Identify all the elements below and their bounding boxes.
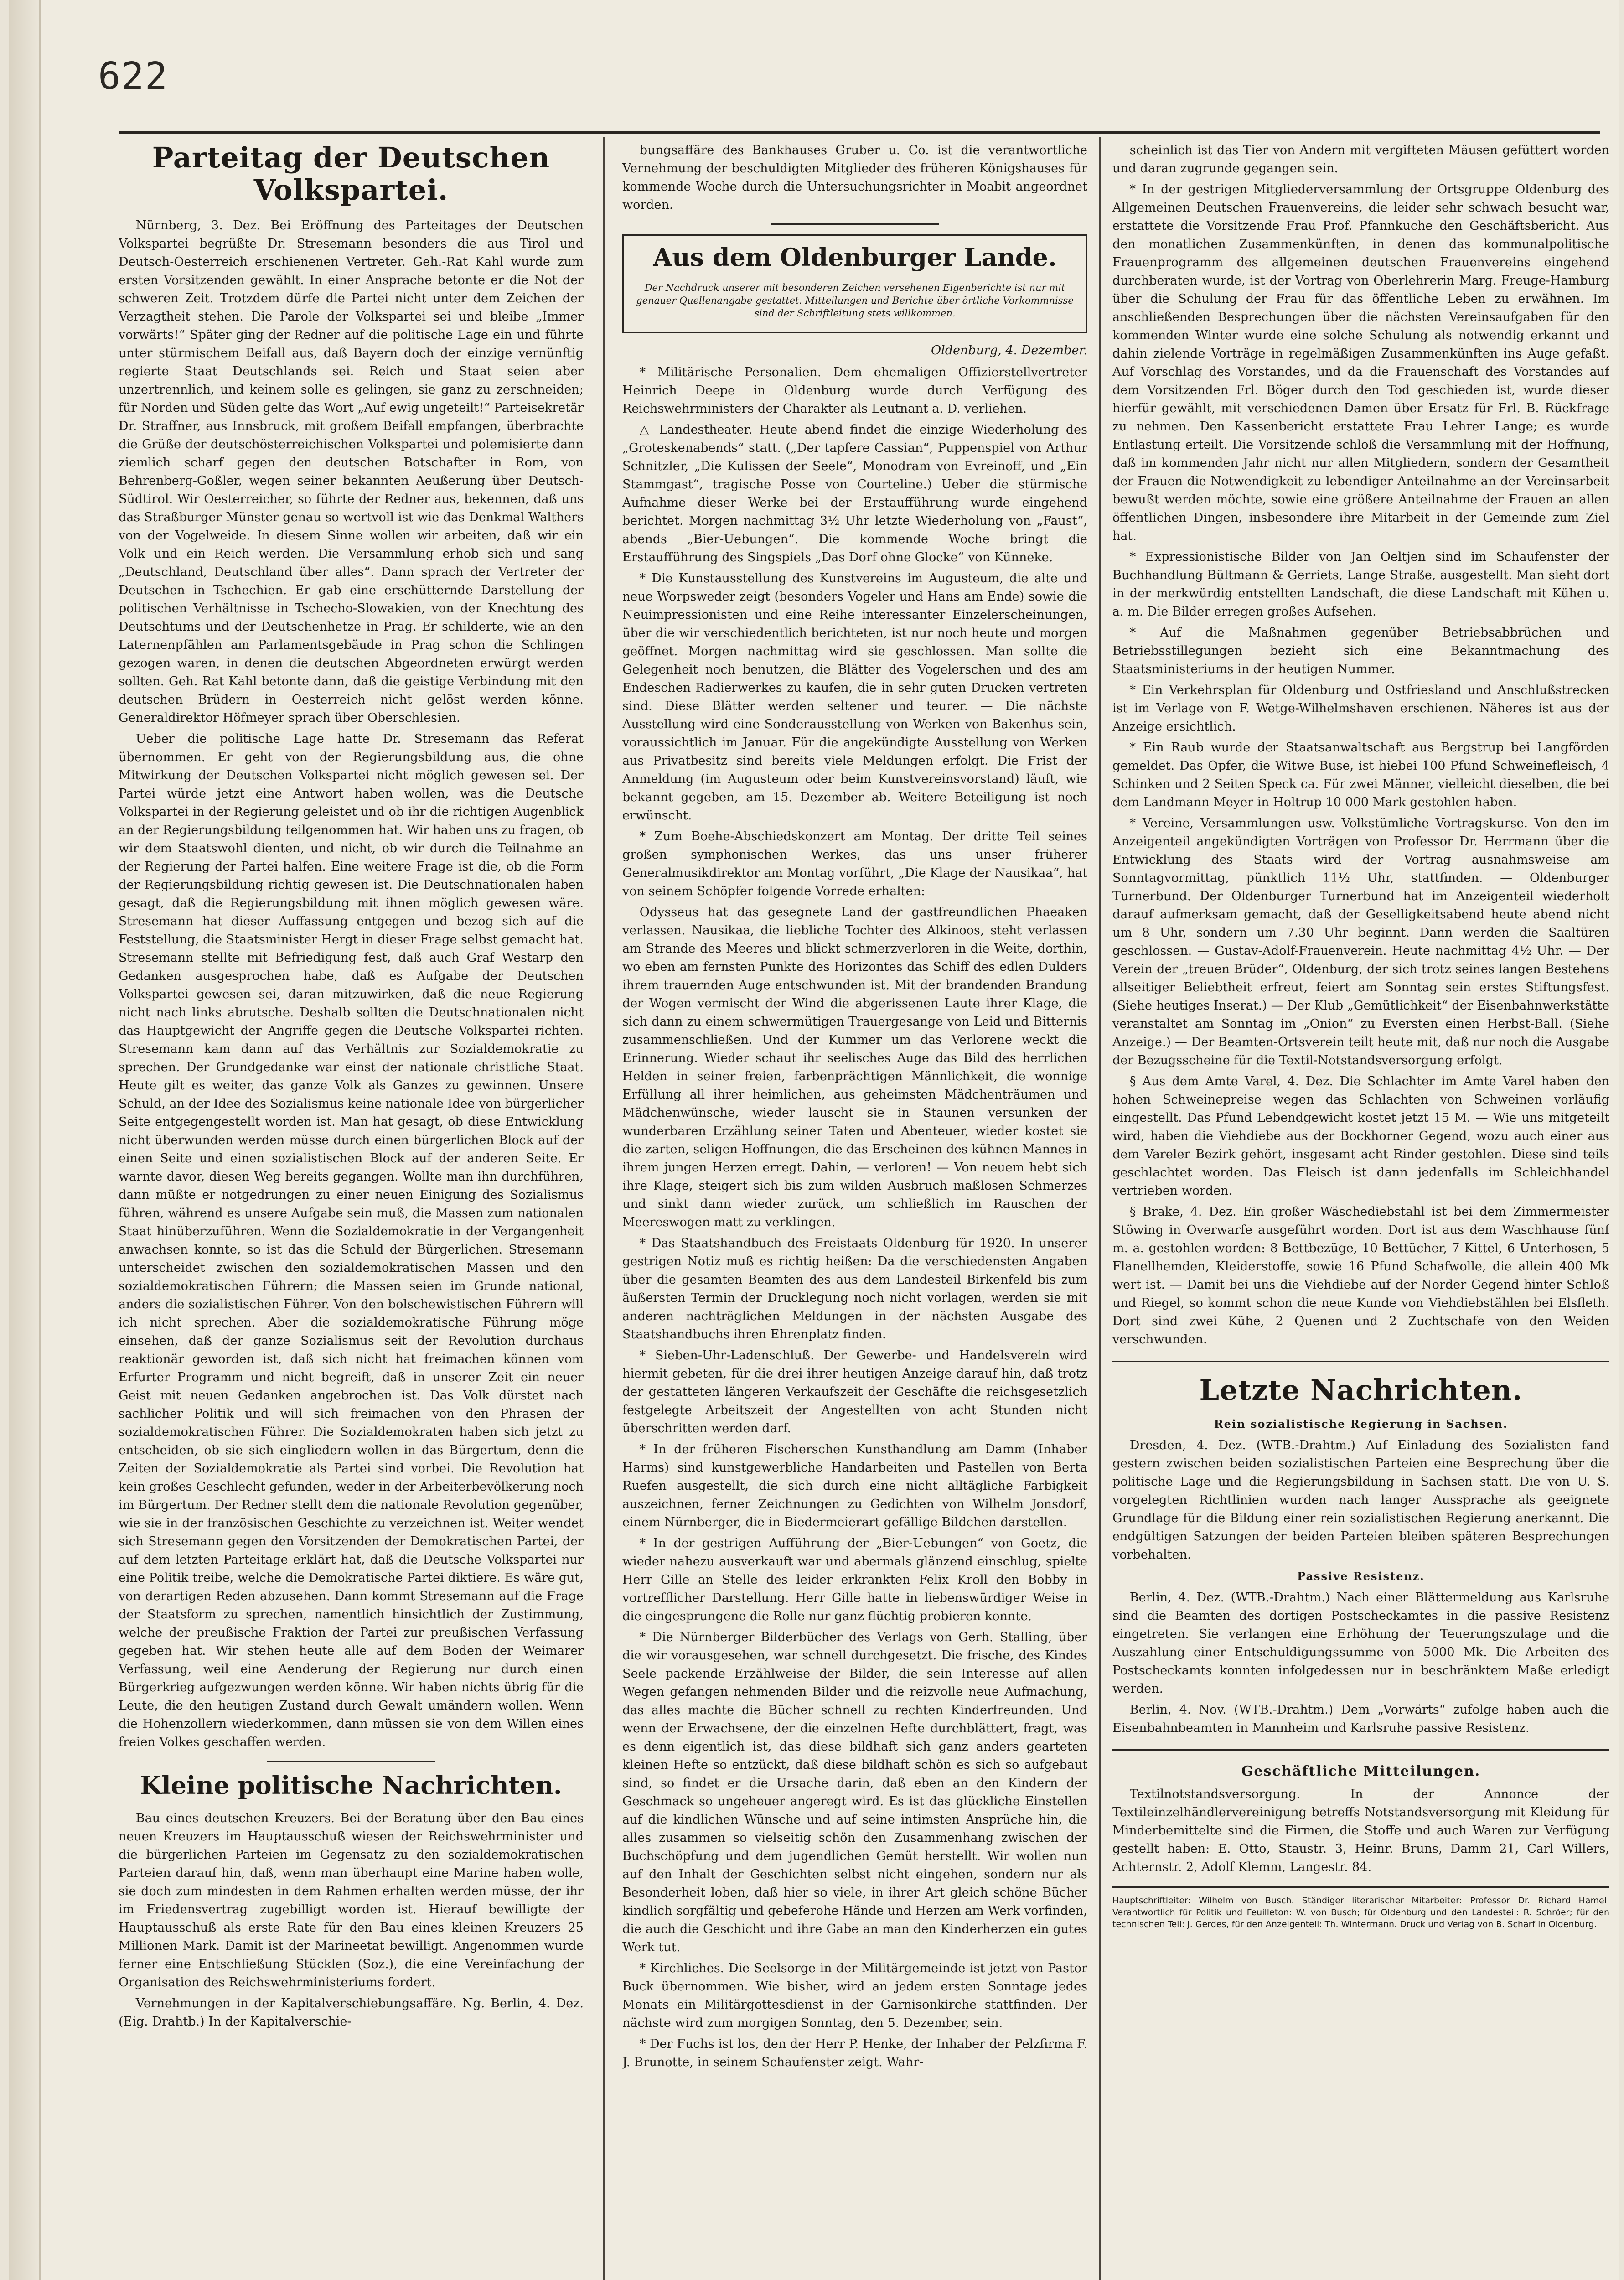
article-paragraph: * Der Fuchs ist los, den der Herr P. Henke, der Inhaber der Pelzfirma F. J. Brunotte, in seinem Schaufenster zeigt. Wahr- bbox=[622, 2037, 1087, 2070]
article-paragraph: * In der früheren Fischerschen Kunsthandlung am Damm (Inhaber Harms) sind kunstgewerbliche Handarbeiten und Pastellen von Berta Ruefen ausgestellt, die sich durch eine nicht alltägliche Farbigkeit auszeichnen, ferner Zeichnungen zu Gedichten von Wilhelm Jonsdorf, einem Nürnberger, die in Biedermeierart gefällige Bildchen darstellen. bbox=[622, 1442, 1087, 1530]
reprint-note: Der Nachdruck unserer mit besonderen Zeichen versehenen Eigenberichte ist nur mit genauer Quellenangabe gestattet. Mitteilungen und Berichte über örtliche Vorkommnisse sind der Schriftleitung stets willkommen. bbox=[636, 282, 1074, 319]
article-paragraph: bungsaffäre des Bankhauses Gruber u. Co. ist die verantwortliche Vernehmung der beschuldigten Mitglieder des früheren Königshauses für kommende Woche durch die Untersuchungsrichter in Moabit angeordnet worden. bbox=[622, 143, 1087, 212]
subheading: Passive Resistenz. bbox=[1297, 1570, 1425, 1583]
section-heading-kleine-nachrichten: Kleine politische Nachrichten. bbox=[140, 1770, 562, 1800]
section-header-box bbox=[622, 234, 1087, 333]
article-paragraph: Odysseus hat das gesegnete Land der gastfreundlichen Phaeaken verlassen. Nausikaa, die liebliche Tochter des Alkinoos, steht verlassen am Strande des Meeres und blickt schmerzverloren in die Weite, dorthin, wo eben am fernsten Punkte des Horizontes das Schiff des edlen Dulders ihrem trauernden Auge entschwunden ist. Mit der brandenden Brandung der Wogen vermischt der Wind die abgerissenen Laute ihrer Klage, die sich dann zu einem schwermütigen Trauergesange von Leid und Bitternis zusammenschließen. Und der Kummer um das Verlorene weckt die Erinnerung. Wieder schaut ihr seelisches Auge das Bild des herrlichen Helden in seiner freien, farbenprächtigen Männlichkeit, die wonnige Erfüllung all ihrer heimlichen, aus geheimsten Mädchenträumen und Mädchenwünsche, wieder lauscht sie in Staunen versunken der wunderbaren Erzählung seiner Taten und Abenteuer, wieder kostet sie die zarten, seligen Hoffnungen, die das Erscheinen des kühnen Mannes in ihrem jungen Herzen erregt. Dahin, — verloren! — Von neuem hebt sich ihre Klage, steigert sich bis zum wilden Ausbruch maßlosen Schmerzes und sinkt dann wieder zurück, um schließlich im Rauschen der Meereswogen matt zu verklingen. bbox=[622, 905, 1087, 1230]
subheading: Rein sozialistische Regierung in Sachsen. bbox=[1214, 1417, 1508, 1431]
article-paragraph: § Brake, 4. Dez. Ein großer Wäschediebstahl ist bei dem Zimmermeister Stöwing in Overwarfe ausgeführt worden. Dort ist aus dem Waschhause fünf m. a. gestohlen worden: 8 Bettbezüge, 10 Bettücher, 7 Kittel, 6 Unterhosen, 5 Flanellhemden, Kleiderstoffe, sowie 16 Pfund Schafwolle, die allein 400 Mk wert ist. — Damit bei uns die Viehdiebe auf der Norder Gegend hinter Schloß und Riegel, so kommt schon die neue Kunde von Viehdiebstählen bei Elsfleth. Dort sind zwei Kühe, 2 Quenen und 2 Zuchtschafe von den Weiden verschwunden. bbox=[1112, 1205, 1609, 1347]
article-paragraph: * Die Kunstausstellung des Kunstvereins im Augusteum, die alte und neue Worpsweder zeigt (besonders Vogeler und Hans am Ende) sowie die Neuimpressionisten und eine Reihe interessanter Einzelerscheinungen, über die wir verschiedentlich berichteten, ist nur noch heute und morgen geöffnet. Morgen nachmittag wird sie geschlossen. Man sollte die Gelegenheit noch benutzen, die Blätter des Vogelerschen und des am Endeschen Radierwerkes zu kaufen, die in sehr guten Drucken vertreten sind. Diese Blätter werden seltener und teurer. — Die nächste Ausstellung wird eine Sonderausstellung von Werken von Bakenhus sein, voraussichtlich im Januar. Für die angekündigte Ausstellung von Werken aus Privatbesitz sind bereits viele Meldungen erfolgt. Die Frist der Anmeldung (im Augusteum oder beim Kunstvereinsvorstand) läuft, wie bekannt gegeben, am 15. Dezember ab. Weitere Beteiligung ist noch erwünscht. bbox=[622, 571, 1087, 823]
article-paragraph: scheinlich ist das Tier von Andern mit vergifteten Mäusen gefüttert worden und daran zugrunde gegangen sein. bbox=[1112, 143, 1609, 176]
page-number: 622 bbox=[98, 55, 169, 98]
article-paragraph: * Militärische Personalien. Dem ehemaligen Offizierstellvertreter Heinrich Deepe in Oldenburg wurde durch Verfügung des Reichswehrministers der Charakter als Leutnant a. D. verliehen. bbox=[622, 365, 1087, 416]
article-heading-parteitag: Parteitag der Deutschen Volkspartei. bbox=[152, 141, 550, 207]
section-heading-oldenburger-lande: Aus dem Oldenburger Lande. bbox=[653, 243, 1057, 272]
column-divider bbox=[603, 137, 605, 2280]
section-heading-letzte-nachrichten: Letzte Nachrichten. bbox=[1199, 1373, 1523, 1407]
column-left bbox=[119, 141, 584, 2280]
article-paragraph: Berlin, 4. Dez. (WTB.-Drahtm.) Nach einer Blättermeldung aus Karlsruhe sind die Beamten des dortigen Postscheckamtes in die passive Resistenz eingetreten. Sie verlangen eine Erhöhung der Teuerungszulage und die Auszahlung einer Entschuldigungssumme von 5000 Mk. Die Arbeiten des Postscheckamts konnten infolgedessen nur in beschränktem Maße erledigt werden. bbox=[1112, 1591, 1609, 1696]
article-paragraph: Textilnotstandsversorgung. In der Annonce der Textileinzelhändlervereinigung betreffs Notstandsversorgung mit Kleidung für Minderbemittelte sind die Firmen, die Stoffe und auch Waren zur Verfügung gestellt haben: E. Otto, Staustr. 3, Heinr. Bruns, Damm 21, Carl Willers, Achternstr. 2, Adolf Klemm, Langestr. 84. bbox=[1112, 1787, 1609, 1875]
imprint: Hauptschriftleiter: Wilhelm von Busch. Ständiger literarischer Mitarbeiter: Professor Dr. Richard Hamel. Verantwortlich für Politik und Feuilleton: W. von Busch; für Oldenburg und den Landesteil: R. Schröer; für den technischen Teil: J. Gerdes, für den Anzeigenteil: Th. Wintermann. Druck und Verlag von B. Scharf in Oldenburg. bbox=[1112, 1886, 1609, 1930]
article-paragraph: Berlin, 4. Nov. (WTB.-Drahtm.) Dem „Vorwärts“ zufolge haben auch die Eisenbahnbeamten in Mannheim und Karlsruhe passive Resistenz. bbox=[1112, 1703, 1609, 1736]
article-paragraph: § Aus dem Amte Varel, 4. Dez. Die Schlachter im Amte Varel haben den hohen Schweinepreise wegen das Schlachten von Schweinen vorläufig eingestellt. Das Pfund Lebendgewicht kostet jetzt 15 M. — Wie uns mitgeteilt wird, haben die Viehdiebe aus der Bockhorner Gegend, wozu auch einer aus dem Vareler Bezirk gehört, insgesamt acht Rinder gestohlen. Diese sind teils geschlachtet worden. Das Fleisch ist dann jedenfalls im Schleichhandel vertrieben worden. bbox=[1112, 1074, 1609, 1198]
article-paragraph: Ueber die politische Lage hatte Dr. Stresemann das Referat übernommen. Er geht von der Regierungsbildung aus, die ohne Mitwirkung der Deutschen Volkspartei nicht möglich gewesen sei. Der Partei würde jetzt eine Antwort haben wollen, was die Deutsche Volkspartei in der Regierung geleistet und ob ihr die richtigen Augenblick an der Regierungsbildung teilgenommen hat. Wir haben uns zu fragen, ob wir dem Staatswohl dienten, und nicht, ob wir durch die Teilnahme an der Regierung der Partei halfen. Eine weitere Frage ist die, ob die Form der Regierungsbildung richtig gewesen ist. Die Deutschnationalen haben gesagt, daß die Regierungsbildung mit ihnen möglich gewesen wäre. Stresemann hat dieser Auffassung entgegen und bezog sich auf die Feststellung, die Staatsminister Hergt in dieser Frage selbst gemacht hat. Stresemann stellte mit Befriedigung fest, daß auch Graf Westarp den Gedanken ausgesprochen habe, daß es Aufgabe der Deutschen Volkspartei gewesen sei, daran mitzuwirken, daß die neue Regierung nicht nach links abrutsche. Deshalb sollten die Deutschnationalen nicht das Hauptgewicht der Angriffe gegen die Deutsche Volkspartei richten. Stresemann kam dann auf das Verhältnis zur Sozialdemokratie zu sprechen. Der Grundgedanke war einst der nationale christliche Staat. Heute gilt es weiter, das ganze Volk als Ganzes zu gewinnen. Unsere Schuld, an der Idee des Sozialismus keine nationale Idee von bürgerlicher Seite entgegengestellt worden ist. Man hat gesagt, ob diese Entwicklung nicht überwunden werden müsse durch einen bürgerlichen Block auf der einen Seite und einen sozialistischen Block auf der anderen Seite. Er warnte davor, diesen Weg bereits gegangen. Wollte man ihn durchführen, dann müßte er notgedrungen zu einer neuen Einigung des Sozialismus führen, während es unsere Aufgabe sein muß, die Massen zum nationalen Staat hinüberzuführen. Wenn die Sozialdemokratie in der Vergangenheit anwachsen konnte, so ist das die Schuld der Bürgerlichen. Stresemann unterscheidet zwischen den sozialdemokratischen Massen und den sozialdemokratischen Führern; die Massen seien im Grunde national, anders die sozialistischen Führer. Von den bolschewistischen Führern will ich nicht sprechen. Aber die sozialdemokratische Führung möge einsehen, daß der ganze Sozialismus seit der Revolution durchaus reaktionär geworden ist, daß sich nicht hat freimachen können vom Erfurter Programm und nicht begreift, daß in unserer Zeit ein neuer Geist mit neuen Gedanken angebrochen ist. Das Volk dürstet nach sachlicher Politik und will sich freimachen von den Phrasen der sozialdemokratischen Führer. Die Sozialdemokraten haben sich jetzt zu entscheiden, ob sie sich eingliedern wollen in das Bürgertum, denn die Zeiten der Sozialdemokratie als Partei sind vorbei. Die Revolution hat kein großes Geschlecht gefunden, weder in der Arbeiterbevölkerung noch im Bürgertum. Der Redner stellt dem die nationale Revolution gegenüber, wie sie in der französischen Geschichte zu verzeichnen ist. Weiter wendet sich Stresemann gegen den Vorsitzenden der Demokratischen Partei, der auf dem letzten Parteitage erklärt hat, daß die Deutsche Volkspartei nur eine Politik treibe, welche die Demokratische Partei diktiere. Es wäre gut, von derartigen Reden abzusehen. Dann kommt Stresemann auf die Frage der Staatsform zu sprechen, namentlich hinsichtlich der Zustimmung, welche der preußische Fraktion der Partei zur preußischen Verfassung gegeben hat. Wir stehen heute alle auf dem Boden der Weimarer Verfassung, weil eine Aenderung der Regierung nur durch einen Bürgerkrieg aufgezwungen werden könne. Wir haben nichts übrig für die Leute, die den heutigen Zustand durch Gewalt umändern wollen. Wenn die Hohenzollern wiederkommen, dann müssen sie von dem Willen eines freien Volkes geschaffen werden. bbox=[119, 731, 584, 1749]
article-paragraph: Bau eines deutschen Kreuzers. Bei der Beratung über den Bau eines neuen Kreuzers im Hauptausschuß wiesen der Reichswehrminister und die bürgerlichen Parteien im Gegensatz zu den sozialdemokratischen Parteien darauf hin, daß, wenn man überhaupt eine Marine haben wolle, sie doch zum mindesten in dem Rahmen erhalten werden müsse, der ihr im Friedensvertrag zugebilligt worden ist. Hierauf bewilligte der Hauptausschuß als erste Rate für den Bau eines kleinen Kreuzers 25 Millionen Mark. Damit ist der Marineetat bewilligt. Angenommen wurde ferner eine Entschließung Stücklen (Soz.), die eine Vereinfachung der Organisation des Reichswehrministeriums fordert. bbox=[119, 1811, 584, 1990]
article-paragraph: * Zum Boehe-Abschiedskonzert am Montag. Der dritte Teil seines großen symphonischen Werkes, das uns unser früherer Generalmusikdirektor am Montag vorführt, „Die Klage der Nausikaa“, hat von seinem Schöpfer folgende Vorrede erhalten: bbox=[622, 829, 1087, 899]
column-middle bbox=[622, 141, 1087, 2280]
separator bbox=[1112, 1361, 1609, 1362]
column-divider bbox=[1099, 137, 1101, 2280]
column-right bbox=[1112, 141, 1609, 2280]
article-paragraph: * Das Staatshandbuch des Freistaats Oldenburg für 1920. In unserer gestrigen Notiz muß es richtig heißen: Da die verschiedensten Angaben über die gesamten Beamten des aus dem Landesteil Birkenfeld bis zum äußersten Termin der Drucklegung noch nicht vorlagen, werden sie mit anderen nachträglichen Meldungen in der nächsten Ausgabe des Staatshandbuchs ihren Ehrenplatz finden. bbox=[622, 1236, 1087, 1342]
top-rule bbox=[119, 131, 1600, 134]
newspaper-page bbox=[9, 0, 1619, 2280]
article-paragraph: * Ein Raub wurde der Staatsanwaltschaft aus Bergstrup bei Langförden gemeldet. Das Opfer, die Witwe Buse, ist hiebei 100 Pfund Schweinefleisch, 4 Schinken und 2 Seiten Speck ca. Für zwei Männer, vielleicht dieselben, die bei dem Landmann Meyer in Holtrup 10 000 Mark gestohlen haben. bbox=[1112, 741, 1609, 809]
separator bbox=[1112, 1749, 1609, 1751]
article-paragraph: Dresden, 4. Dez. (WTB.-Drahtm.) Auf Einladung des Sozialisten fand gestern zwischen beiden sozialistischen Parteien eine Besprechung über die politische Lage und die Regierungsbildung in Sachsen statt. Die von U. S. vorgelegten Richtlinien wurden nach langer Aussprache als geeignete Grundlage für die Bildung einer rein sozialistischen Regierung anerkannt. Die endgültigen Satzungen der beiden Parteien bleiben späteren Besprechungen vorbehalten. bbox=[1112, 1438, 1609, 1562]
article-paragraph: Vernehmungen in der Kapitalverschiebungsaffäre. Ng. Berlin, 4. Dez. (Eig. Drahtb.) In der Kapitalverschie- bbox=[119, 1996, 584, 2029]
article-paragraph: * Auf die Maßnahmen gegenüber Betriebsabbrüchen und Betriebsstillegungen bezieht sich eine Bekanntmachung des Staatsministeriums in der heutigen Nummer. bbox=[1112, 626, 1609, 676]
article-paragraph: * Die Nürnberger Bilderbücher des Verlags von Gerh. Stalling, über die wir vorausgesehen, war schnell durchgesetzt. Die frische, des Kindes Seele packende Erzählweise der Bilder, die sein Interesse auf allen Wegen gefangen nehmenden Bilder und die reizvolle neue Aufmachung, das alles machte die Bücher schnell zu rechten Kinderfreunden. Und wenn der Erwachsene, der die einzelnen Hefte durchblättert, fragt, was es denn eigentlich ist, das diese bildhaft sich ganz anders gearteten kleinen Hefte so entzückt, daß diese bildhaft schön es sich so aufgebaut sind, so findet er die Ursache darin, daß eben an den Kindern der Geschmack so ungeheuer angeregt wird. Es ist das glückliche Einstellen auf die kindlichen Wünsche und auf seine intimsten Ansprüche hin, die alles zusammen so vielseitig schön den Zusammenhang zwischen der Buchschöpfung und dem jugendlichen Gemüt herstellt. Wir wollen nun auf den Inhalt der Geschichten selbst nicht eingehen, sondern nur als Besonderheit loben, daß hier so viele, in ihrer Art gleich schöne Bücher kindlich sorgfältig und gebeferohe Hände und Herzen am Werk vorfinden, die auch die Geschicht und ihre Gabe an man den Kinderherzen ein gutes Werk tut. bbox=[622, 1630, 1087, 1955]
article-paragraph: * Expressionistische Bilder von Jan Oeltjen sind im Schaufenster der Buchhandlung Bültmann & Gerriets, Lange Straße, ausgestellt. Man sieht dort in der merkwürdig entstellten Landschaft, die diese Landschaft mit Kühen u. a. m. Die Bilder erregen großes Aufsehen. bbox=[1112, 550, 1609, 619]
page-binding-edge bbox=[9, 0, 41, 2280]
article-paragraph: * Kirchliches. Die Seelsorge in der Militärgemeinde ist jetzt von Pastor Buck übernommen. Wie bisher, wird an jedem ersten Sonntage jedes Monats ein Militärgottesdienst in der Garnisonkirche stattfinden. Der nächste wird zum morgigen Sonntag, den 5. Dezember, sein. bbox=[622, 1961, 1087, 2031]
article-paragraph: * In der gestrigen Mitgliederversammlung der Ortsgruppe Oldenburg des Allgemeinen Deutschen Frauenvereins, die leider sehr schwach besucht war, erstattete die Vorsitzende Frau Prof. Pfannkuche den Geschäftsbericht. Aus den monatlichen Zusammenkünften, in denen das kommunalpolitische Frauenprogramm des allgemeinen deutschen Frauenvereins eingehend durchberaten wurde, ist der Vortrag von Oberlehrerin Marg. Freuge-Hamburg über die Schulung der Frau für das öffentliche Leben zu erwähnen. Im anschließenden Besprechungen über die nächsten Vereinsaufgaben für den kommenden Winter wurde eine solche Schulung als notwendig erkannt und dahin zielende Vorträge in regelmäßigen Zusammenkünften ins Auge gefaßt. Auf Vorschlag des Vorstandes, und da die Frauenschaft des Vorstandes auf dem Vorsitzenden Frl. Böger durch den Tod geschieden ist, wurde dieser hierfür gewählt, mit verschiedenen Damen über Ersatz für Frl. B. Rückfrage zu nehmen. Den Kassenbericht erstattete Frau Lehrer Lange; es wurde Entlastung erteilt. Die Vorsitzende schloß die Versammlung mit der Hoffnung, daß im kommenden Jahr nicht nur allen Mitgliedern, sondern der Gesamtheit der Frauen die Notwendigkeit zu lebendiger Anteilnahme an der Vereinsarbeit bewußt werden möchte, sowie eine größere Anteilnahme der Frauen an allen öffentlichen Dingen, insbesondere ihre Mitarbeit in der Gemeinde zum Ziel hat. bbox=[1112, 182, 1609, 543]
article-paragraph: * Sieben-Uhr-Ladenschluß. Der Gewerbe- und Handelsverein wird hiermit gebeten, für die drei ihrer heutigen Anzeige darauf hin, daß trotz der gestatteten längeren Verkaufszeit der Geschäfte die reichsgesetzlich festgelegte Arbeitszeit der Angestellten von acht Stunden nicht überschritten werden darf. bbox=[622, 1348, 1087, 1436]
article-paragraph: Nürnberg, 3. Dez. Bei Eröffnung des Parteitages der Deutschen Volkspartei begrüßte Dr. Stresemann besonders die aus Tirol und Deutsch-Oesterreich erschienenen Vertreter. Geh.-Rat Kahl wurde zum ersten Vorsitzenden gewählt. In einer Ansprache betonte er die Not der schweren Zeit. Trotzdem dürfe die Partei nicht unter dem Zeichen der Verzagtheit stehen. Die Parole der Volkspartei sei und bleibe „Immer vorwärts!“ Später ging der Redner auf die politische Lage ein und führte unter stürmischem Beifall aus, daß Bayern doch der einzige vernünftig regierte Staat Deutschlands sei. Reich und Staat seien aber unzertrennlich, und keinem solle es gelingen, sie ganz zu zerschneiden; für Norden und Süden gelte das Wort „Auf ewig ungeteilt!“ Parteisekretär Dr. Straffner, aus Innsbruck, mit großem Beifall empfangen, überbrachte die Grüße der deutschösterreichischen Volkspartei und polemisierte dann ziemlich scharf gegen den deutschen Botschafter in Rom, von Behrenberg-Goßler, wegen seiner bekannten Aeußerung über Deutsch-Südtirol. Wir Oesterreicher, so führte der Redner aus, bekennen, daß uns das Straßburger Münster genau so wertvoll ist wie das Denkmal Walthers von der Vogelweide. In diesem Sinne wollen wir arbeiten, daß wir ein Volk und ein Reich werden. Die Versammlung erhob sich und sang „Deutschland, Deutschland über alles“. Dann sprach der Vertreter der Deutschen in Tschechien. Er gab eine erschütternde Darstellung der politischen Verhältnisse in Tschecho-Slowakien, von der Knechtung des Deutschtums und der Deutschenhetze in Prag. Er schilderte, wie an den Laternenpfählen am Parlamentsgebäude in Prag schon die Schlingen gezogen waren, in denen die deutschen Abgeordneten erwürgt werden sollten. Geh. Rat Kahl betonte dann, daß die geistige Verbindung mit den deutschen Brüdern in Oesterreich nicht gelöst werden könne. Generaldirektor Höfmeyer sprach über Oberschlesien. bbox=[119, 218, 584, 725]
article-paragraph: * Ein Verkehrsplan für Oldenburg und Ostfriesland und Anschlußstrecken ist im Verlage von F. Wetge-Wilhelmshaven erschienen. Näheres ist aus der Anzeige ersichtlich. bbox=[1112, 683, 1609, 734]
article-paragraph: * In der gestrigen Aufführung der „Bier-Uebungen“ von Goetz, die wieder nahezu ausverkauft war und abermals glänzend einschlug, spielte Herr Gille an Stelle des leider erkrankten Felix Kroll den Bobby in vortrefflicher Darstellung. Herr Gille hatte in liebenswürdiger Weise in die eingesprungene die Rolle nur ganz flüchtig probieren konnte. bbox=[622, 1536, 1087, 1624]
dateline: Oldenburg, 4. Dezember. bbox=[931, 343, 1087, 358]
separator bbox=[267, 1761, 434, 1762]
section-heading-geschaeftliche: Geschäftliche Mitteilungen. bbox=[1241, 1763, 1481, 1780]
article-paragraph: △ Landestheater. Heute abend findet die einzige Wiederholung des „Groteskenabends“ statt. („Der tapfere Cassian“, Puppenspiel von Arthur Schnitzler, „Die Kulissen der Seele“, Monodram von Evreinoff, und „Ein Stammgast“, tragische Posse von Courteline.) Ueber die stürmische Aufnahme dieser Werke bei der Erstaufführung wurde eingehend berichtet. Morgen nachmittag 3½ Uhr letzte Wiederholung von „Faust“, abends „Bier-Uebungen“. Die kommende Woche bringt die Erstaufführung des Singspiels „Das Dorf ohne Glocke“ von Künneke. bbox=[622, 423, 1087, 565]
article-paragraph: * Vereine, Versammlungen usw. Volkstümliche Vortragskurse. Von den im Anzeigenteil angekündigten Vorträgen von Professor Dr. Herrmann über die Entwicklung des Staats wird der Vortrag ausnahmsweise am Sonntagvormittag, pünktlich 11½ Uhr, stattfinden. — Oldenburger Turnerbund. Der Oldenburger Turnerbund hat im Anzeigenteil wiederholt darauf aufmerksam gemacht, daß der Geselligkeitsabend heute abend nicht um 8 Uhr, sondern um 7.30 Uhr beginnt. Dann werden die Saaltüren geschlossen. — Gustav-Adolf-Frauenverein. Heute nachmittag 4½ Uhr. — Der Verein der „treuen Brüder“, Oldenburg, der sich trotz seines langen Bestehens allseitiger Beliebtheit erfreut, feiert am Sonntag sein erstes Stiftungsfest. (Siehe heutiges Inserat.) — Der Klub „Gemütlichkeit“ der Eisenbahnwerkstätte veranstaltet am Sonntag im „Onion“ zu Eversten einen Herbst-Ball. (Siehe Anzeige.) — Der Beamten-Ortsverein teilt heute mit, daß nur noch die Ausgabe der Bezugsscheine für die Textil-Notstandsversorgung erfolgt. bbox=[1112, 816, 1609, 1067]
separator bbox=[771, 223, 938, 225]
